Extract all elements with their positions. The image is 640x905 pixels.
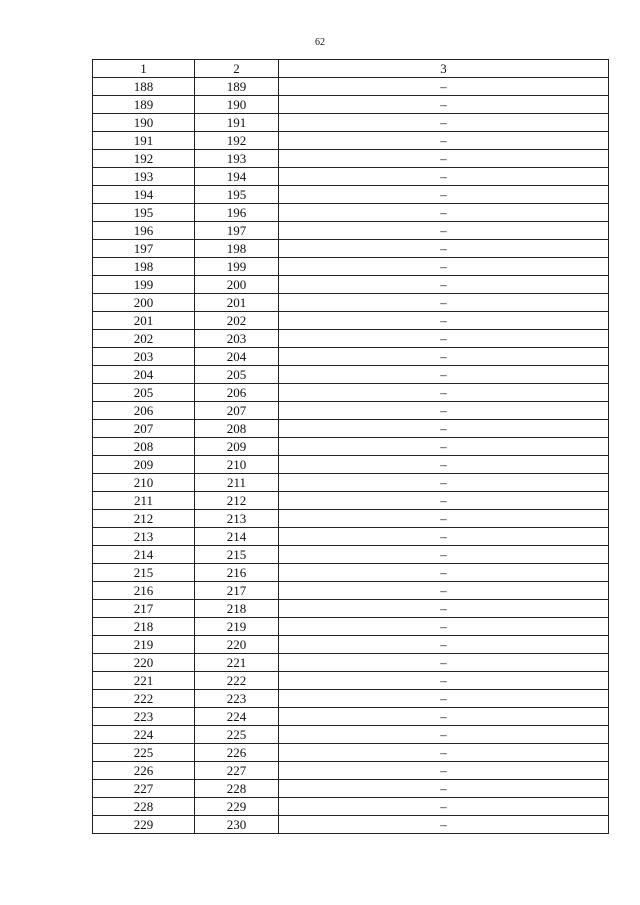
table-cell-col-3: –	[279, 348, 609, 366]
table-cell-col-2: 190	[195, 96, 279, 114]
table-cell-col-1: 202	[93, 330, 195, 348]
table-cell-col-1: 193	[93, 168, 195, 186]
table-cell-col-3: –	[279, 168, 609, 186]
table-cell-col-3: –	[279, 384, 609, 402]
table-cell-col-1: 208	[93, 438, 195, 456]
table-cell-col-1: 212	[93, 510, 195, 528]
table-cell-col-3: –	[279, 510, 609, 528]
table-cell-col-2: 209	[195, 438, 279, 456]
table-row	[93, 168, 609, 186]
table-cell-col-1: 194	[93, 186, 195, 204]
table-cell-col-1: 224	[93, 726, 195, 744]
table-row	[93, 600, 609, 618]
table-cell-col-3: –	[279, 402, 609, 420]
table-cell-col-2: 220	[195, 636, 279, 654]
table-cell-col-2: 204	[195, 348, 279, 366]
table-cell-col-1: 188	[93, 78, 195, 96]
table-row	[93, 132, 609, 150]
table-row	[93, 114, 609, 132]
table-cell-col-1: 189	[93, 96, 195, 114]
table-cell-col-3: –	[279, 600, 609, 618]
table-cell-col-3: –	[279, 708, 609, 726]
column-header-2: 2	[195, 60, 279, 78]
table-cell-col-1: 229	[93, 816, 195, 834]
table-cell-col-3: –	[279, 420, 609, 438]
table-row	[93, 582, 609, 600]
table-row	[93, 618, 609, 636]
table-row	[93, 294, 609, 312]
table-cell-col-3: –	[279, 132, 609, 150]
table-cell-col-2: 199	[195, 258, 279, 276]
table-row	[93, 384, 609, 402]
table-cell-col-3: –	[279, 114, 609, 132]
table-cell-col-1: 210	[93, 474, 195, 492]
table-row	[93, 438, 609, 456]
table-cell-col-1: 204	[93, 366, 195, 384]
table-cell-col-1: 227	[93, 780, 195, 798]
table-row	[93, 402, 609, 420]
table-cell-col-3: –	[279, 222, 609, 240]
table-cell-col-2: 211	[195, 474, 279, 492]
table-cell-col-2: 210	[195, 456, 279, 474]
table-cell-col-1: 195	[93, 204, 195, 222]
table-cell-col-2: 203	[195, 330, 279, 348]
table-cell-col-3: –	[279, 492, 609, 510]
table-cell-col-3: –	[279, 96, 609, 114]
table-header-row	[93, 60, 609, 78]
table-cell-col-3: –	[279, 366, 609, 384]
table-cell-col-3: –	[279, 816, 609, 834]
table-row	[93, 744, 609, 762]
table-row	[93, 816, 609, 834]
table-cell-col-2: 198	[195, 240, 279, 258]
table-cell-col-2: 226	[195, 744, 279, 762]
table-cell-col-1: 207	[93, 420, 195, 438]
table-cell-col-1: 196	[93, 222, 195, 240]
table-row	[93, 150, 609, 168]
table-cell-col-1: 200	[93, 294, 195, 312]
table-cell-col-3: –	[279, 312, 609, 330]
table-cell-col-3: –	[279, 798, 609, 816]
table-cell-col-1: 197	[93, 240, 195, 258]
table-row	[93, 348, 609, 366]
table-row	[93, 636, 609, 654]
table-cell-col-1: 220	[93, 654, 195, 672]
table-row	[93, 258, 609, 276]
table-cell-col-2: 189	[195, 78, 279, 96]
table-cell-col-3: –	[279, 438, 609, 456]
table-cell-col-1: 199	[93, 276, 195, 294]
table-row	[93, 726, 609, 744]
table-cell-col-3: –	[279, 762, 609, 780]
table-cell-col-2: 222	[195, 672, 279, 690]
table-cell-col-1: 191	[93, 132, 195, 150]
table-cell-col-3: –	[279, 456, 609, 474]
table-cell-col-3: –	[279, 528, 609, 546]
table-row	[93, 96, 609, 114]
table-cell-col-1: 223	[93, 708, 195, 726]
table-cell-col-2: 215	[195, 546, 279, 564]
table-cell-col-1: 214	[93, 546, 195, 564]
table-row	[93, 564, 609, 582]
table-cell-col-3: –	[279, 330, 609, 348]
table-row	[93, 510, 609, 528]
table-cell-col-3: –	[279, 546, 609, 564]
table-row	[93, 780, 609, 798]
table-cell-col-1: 228	[93, 798, 195, 816]
table-cell-col-1: 219	[93, 636, 195, 654]
table-cell-col-2: 196	[195, 204, 279, 222]
table-cell-col-1: 205	[93, 384, 195, 402]
table-row	[93, 474, 609, 492]
table-row	[93, 492, 609, 510]
table-cell-col-1: 218	[93, 618, 195, 636]
table-cell-col-1: 226	[93, 762, 195, 780]
table-cell-col-3: –	[279, 726, 609, 744]
table-row	[93, 330, 609, 348]
table-row	[93, 528, 609, 546]
table-cell-col-3: –	[279, 564, 609, 582]
table-cell-col-2: 200	[195, 276, 279, 294]
table-cell-col-2: 201	[195, 294, 279, 312]
table-row	[93, 798, 609, 816]
table-cell-col-3: –	[279, 150, 609, 168]
table-body	[93, 78, 609, 834]
table-cell-col-3: –	[279, 636, 609, 654]
table-cell-col-3: –	[279, 276, 609, 294]
table-cell-col-1: 206	[93, 402, 195, 420]
table-cell-col-3: –	[279, 672, 609, 690]
table-cell-col-1: 209	[93, 456, 195, 474]
table-cell-col-2: 193	[195, 150, 279, 168]
table-cell-col-2: 225	[195, 726, 279, 744]
table-cell-col-1: 221	[93, 672, 195, 690]
table-row	[93, 456, 609, 474]
table-cell-col-2: 218	[195, 600, 279, 618]
table-cell-col-2: 213	[195, 510, 279, 528]
table-cell-col-2: 205	[195, 366, 279, 384]
table-cell-col-3: –	[279, 78, 609, 96]
table-cell-col-2: 230	[195, 816, 279, 834]
table-cell-col-1: 213	[93, 528, 195, 546]
table-cell-col-3: –	[279, 690, 609, 708]
table-row	[93, 546, 609, 564]
table-cell-col-2: 219	[195, 618, 279, 636]
table-cell-col-2: 216	[195, 564, 279, 582]
table-row	[93, 672, 609, 690]
table-row	[93, 222, 609, 240]
table-cell-col-3: –	[279, 294, 609, 312]
table-cell-col-1: 203	[93, 348, 195, 366]
table-cell-col-1: 198	[93, 258, 195, 276]
table-cell-col-3: –	[279, 618, 609, 636]
table-cell-col-1: 225	[93, 744, 195, 762]
table-cell-col-2: 224	[195, 708, 279, 726]
table-cell-col-2: 229	[195, 798, 279, 816]
table-cell-col-3: –	[279, 240, 609, 258]
table-cell-col-1: 217	[93, 600, 195, 618]
table-cell-col-1: 216	[93, 582, 195, 600]
table-cell-col-2: 206	[195, 384, 279, 402]
table-cell-col-1: 190	[93, 114, 195, 132]
table-cell-col-1: 215	[93, 564, 195, 582]
table-cell-col-3: –	[279, 654, 609, 672]
table-cell-col-2: 228	[195, 780, 279, 798]
table-cell-col-2: 207	[195, 402, 279, 420]
table-cell-col-3: –	[279, 258, 609, 276]
table-cell-col-2: 212	[195, 492, 279, 510]
table-cell-col-2: 214	[195, 528, 279, 546]
table-cell-col-3: –	[279, 186, 609, 204]
table-cell-col-2: 191	[195, 114, 279, 132]
column-header-1: 1	[93, 60, 195, 78]
table-cell-col-3: –	[279, 474, 609, 492]
table-cell-col-2: 197	[195, 222, 279, 240]
table-cell-col-2: 192	[195, 132, 279, 150]
page-number: 62	[315, 37, 325, 48]
table-cell-col-2: 221	[195, 654, 279, 672]
table-row	[93, 690, 609, 708]
table-cell-col-3: –	[279, 744, 609, 762]
table-row	[93, 186, 609, 204]
table-row	[93, 240, 609, 258]
table-cell-col-1: 201	[93, 312, 195, 330]
column-header-3: 3	[279, 60, 609, 78]
table-row	[93, 762, 609, 780]
table-row	[93, 420, 609, 438]
table-cell-col-1: 192	[93, 150, 195, 168]
table-row	[93, 312, 609, 330]
table-row	[93, 708, 609, 726]
table-cell-col-1: 211	[93, 492, 195, 510]
table-cell-col-1: 222	[93, 690, 195, 708]
table-cell-col-2: 202	[195, 312, 279, 330]
table-cell-col-2: 194	[195, 168, 279, 186]
data-table	[92, 59, 609, 834]
table-row	[93, 276, 609, 294]
table-row	[93, 366, 609, 384]
table-cell-col-2: 195	[195, 186, 279, 204]
table-cell-col-3: –	[279, 204, 609, 222]
table-row	[93, 654, 609, 672]
table-cell-col-3: –	[279, 780, 609, 798]
table-cell-col-2: 208	[195, 420, 279, 438]
table-cell-col-3: –	[279, 582, 609, 600]
table-row	[93, 204, 609, 222]
table-row	[93, 78, 609, 96]
table-cell-col-2: 217	[195, 582, 279, 600]
table-cell-col-2: 227	[195, 762, 279, 780]
table-cell-col-2: 223	[195, 690, 279, 708]
